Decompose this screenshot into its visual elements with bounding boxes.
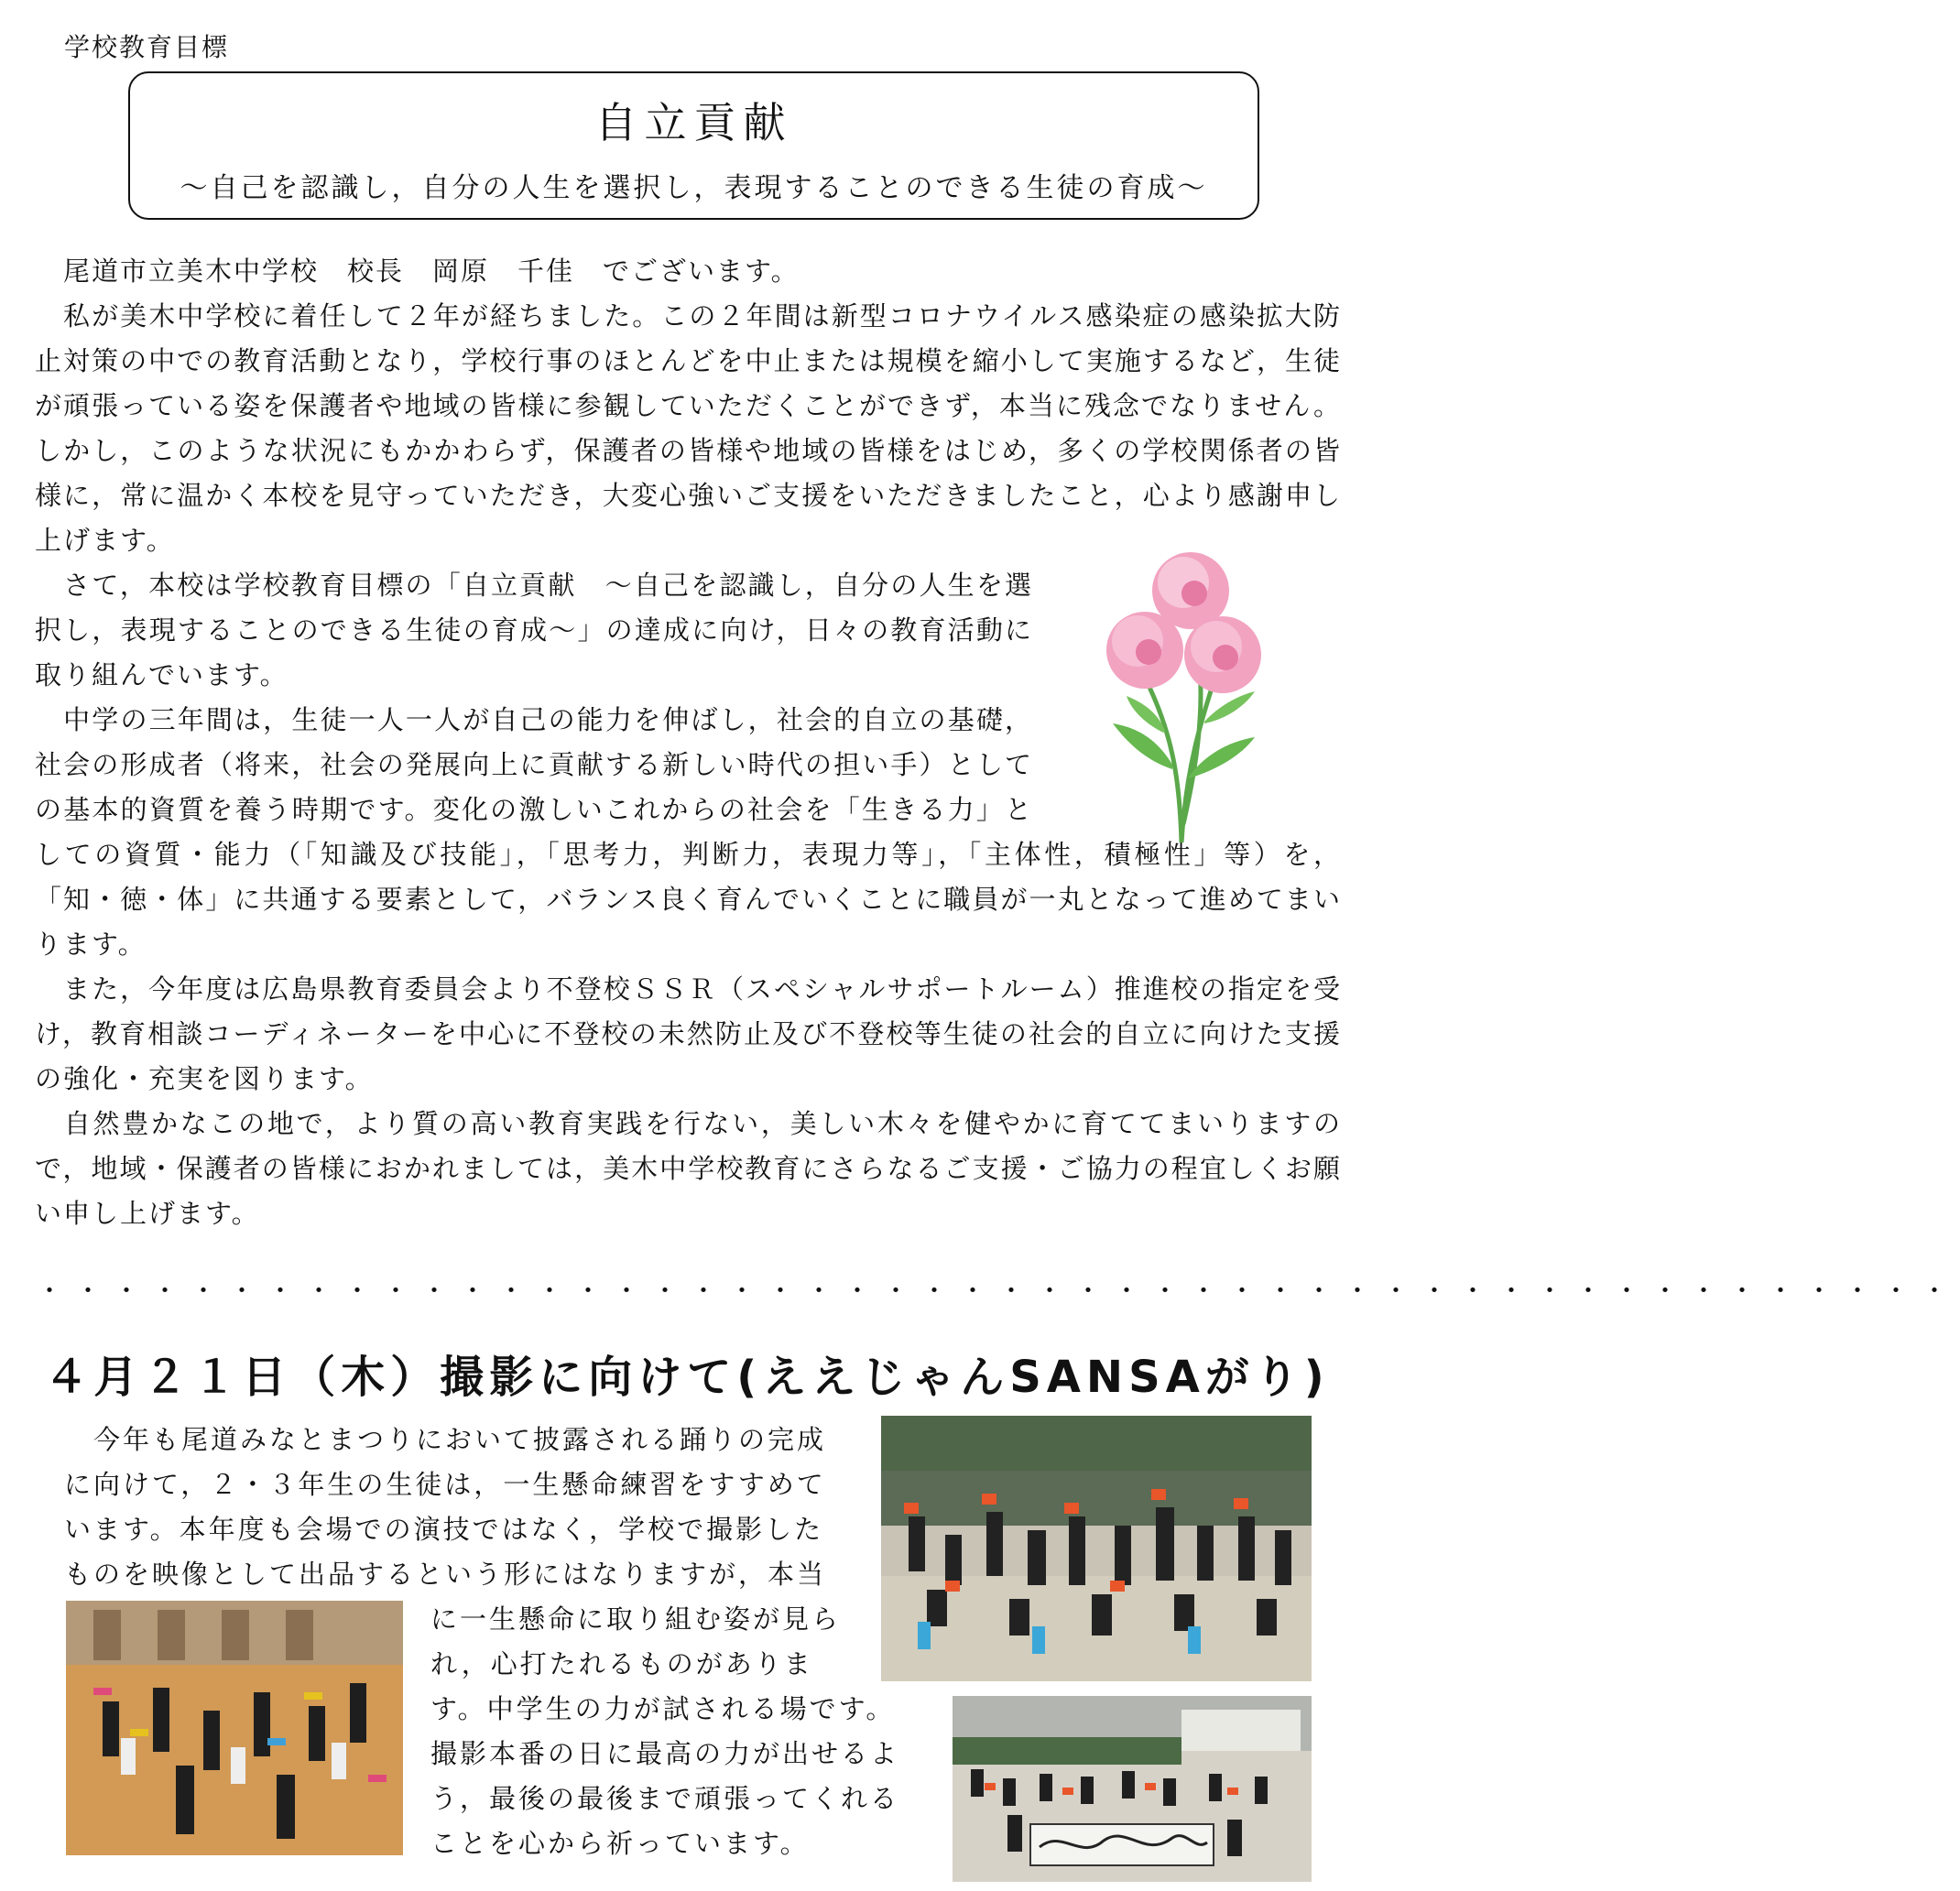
motto-subtitle: ～自己を認識し，自分の人生を選択し，表現することのできる生徒の育成～: [180, 172, 1208, 204]
banner-dance-photo: [953, 1696, 1312, 1882]
article-heading: ４月２１日（木）撮影に向けて(ええじゃんSANSAがり): [44, 1352, 1330, 1403]
article-line-4: ものを映像として出品するという形にはなりますが，本当: [64, 1559, 827, 1590]
greeting-paragraph-6: 自然豊かなこの地で，より質の高い教育実践を行ない，美しい木々を健やかに育ててまいりますので，地域・保護者の皆様におかれましては，美木中学校教育にさらなるご支援・ご協力の程宜しくお願い申し上げます。: [35, 1108, 1342, 1229]
article-line-6: れ，心打たれるものがありま: [430, 1648, 813, 1679]
article-line-3: います。本年度も会場での演技ではなく，学校で撮影した: [64, 1514, 824, 1545]
motto-title: 自立貢献: [594, 98, 793, 147]
article-line-7: す。中学生の力が試される場です。: [430, 1693, 896, 1724]
article-line-10: ことを心から祈っています。: [430, 1828, 810, 1859]
greeting-paragraph-3: さて，本校は学校教育目標の「自立貢献 ～自己を認識し，自分の人生を選択し，表現することのできる生徒の育成～」の達成に向け，日々の教育活動に取り組んでいます。: [35, 570, 1033, 690]
flower-icon: [1072, 549, 1291, 852]
photo-icon: [66, 1601, 403, 1855]
schoolyard-dance-photo: [881, 1416, 1312, 1681]
flower-illustration: [1072, 549, 1291, 852]
greeting-paragraph-5: また，今年度は広島県教育委員会より不登校ＳＳＲ（スペシャルサポートルーム）推進校の指定を受け，教育相談コーディネーターを中心に不登校の未然防止及び不登校等生徒の社会的自立に向けた支援の強化・充実を図ります。: [35, 973, 1342, 1094]
motto-box: [128, 71, 1259, 220]
photo-icon: [953, 1696, 1312, 1882]
article-line-8: 撮影本番の日に最高の力が出せるよ: [430, 1738, 900, 1769]
article-line-2: に向けて，２・３年生の生徒は，一生懸命練習をすすめて: [64, 1469, 826, 1500]
section-separator: ・・・・・・・・・・・・・・・・・・・・・・・・・・・・・・・・・・・・・・・・・・・・・・・・・・: [37, 1276, 1960, 1306]
greeting-paragraph-4-body: 中学の三年間は，生徒一人一人が自己の能力を伸ばし，社会的自立の基礎，社会の形成者（将来，社会の発展向上に貢献する新しい時代の担い手）としての基本的資質を養う時期です。変化の激しいこれからの社会を「生きる力」としての資質・能力（「知識及び技能」，「思考力，判断力，表現力等」，「主体性，積極性」等）を，「知・徳・体」に共通する要素として，バランス良く育んでいくことに職員が一丸となって進めてまいります。: [35, 704, 1342, 960]
greeting-paragraph-1: 尾道市立美木中学校 校長 岡原 千佳 でございます。: [35, 255, 800, 287]
gym-dance-practice-photo: [66, 1601, 403, 1855]
photo-icon: [881, 1416, 1312, 1681]
article-line-5: に一生懸命に取り組む姿が見ら: [430, 1603, 842, 1635]
article-line-9: う，最後の最後まで頑張ってくれる: [430, 1783, 900, 1814]
goal-label: 学校教育目標: [64, 32, 230, 62]
article-line-1: 今年も尾道みなとまつりにおいて披露される踊りの完成: [64, 1424, 827, 1455]
greeting-paragraph-2: 私が美木中学校に着任して２年が経ちました。この２年間は新型コロナウイルス感染症の感染拡大防止対策の中での教育活動となり，学校行事のほとんどを中止または規模を縮小して実施するなど，生徒が頑張っている姿を保護者や地域の皆様に参観していただくことができず，本当に残念でなりません。しかし，このような状況にもかかわらず，保護者の皆様や地域の皆様をはじめ，多くの学校関係者の皆様に，常に温かく本校を見守っていただき，大変心強いご支援をいただきましたこと，心より感謝申し上げます。: [35, 300, 1342, 556]
